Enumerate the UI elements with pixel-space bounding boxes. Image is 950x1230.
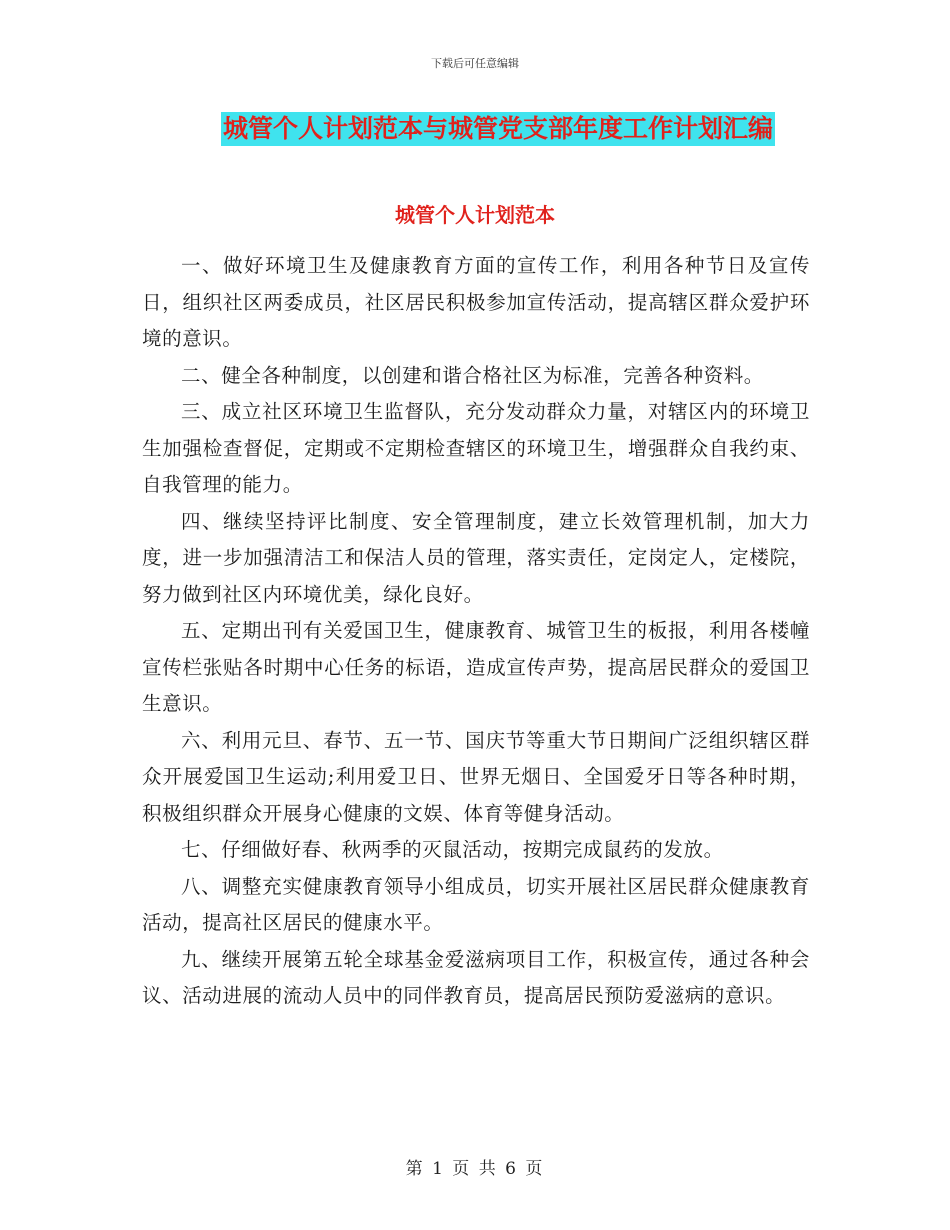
document-title: 城管个人计划范本与城管党支部年度工作计划汇编 [221,112,775,146]
paragraph-9: 九、继续开展第五轮全球基金爱滋病项目工作，积极宣传，通过各种会议、活动进展的流动人员中的同伴教育员，提高居民预防爱滋病的意识。 [142,947,810,1007]
paragraph-1: 一、做好环境卫生及健康教育方面的宣传工作，利用各种节日及宣传日，组织社区两委成员，社区居民积极参加宣传活动，提高辖区群众爱护环境的意识。 [142,254,810,350]
document-title-container [0,112,950,146]
header-note: 下载后可任意编辑 [431,57,519,70]
paragraph-2: 二、健全各种制度，以创建和谐合格社区为标准，完善各种资料。 [181,363,764,387]
paragraph-3: 三、成立社区环境卫生监督队，充分发动群众力量，对辖区内的环境卫生加强检查督促，定期或不定期检查辖区的环境卫生，增强群众自我约束、自我管理的能力。 [142,400,810,496]
page-number-footer: 第 1 页 共 6 页 [405,1159,545,1179]
section-title: 城管个人计划范本 [395,203,555,227]
paragraph-8: 八、调整充实健康教育领导小组成员，切实开展社区居民群众健康教育活动，提高社区居民的健康水平。 [142,874,810,934]
paragraph-7: 七、仔细做好春、秋两季的灭鼠活动，按期完成鼠药的发放。 [181,838,724,861]
paragraph-4: 四、继续坚持评比制度、安全管理制度，建立长效管理机制，加大力度，进一步加强清洁工和保洁人员的管理，落实责任，定岗定人，定楼院，努力做到社区内环境优美，绿化良好。 [142,509,810,606]
document-body [142,248,810,1015]
paragraph-6: 六、利用元旦、春节、五一节、国庆节等重大节日期间广泛组织辖区群众开展爱国卫生运动;利用爱卫日、世界无烟日、全国爱牙日等各种时期，积极组织群众开展身心健康的文娱、体育等健身活动。 [142,728,810,825]
paragraph-5: 五、定期出刊有关爱国卫生，健康教育、城管卫生的板报，利用各楼幢宣传栏张贴各时期中心任务的标语，造成宣传声势，提高居民群众的爱国卫生意识。 [142,619,810,715]
